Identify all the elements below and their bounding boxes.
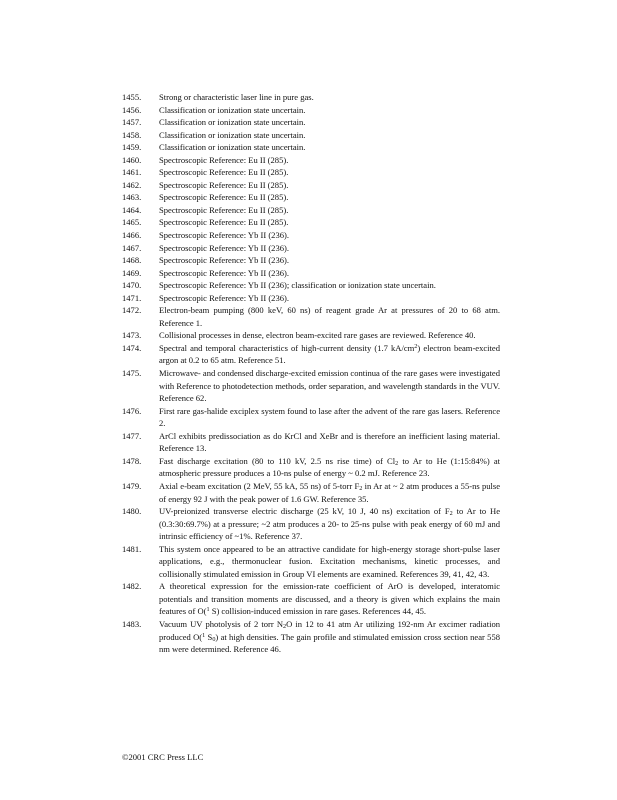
note-number: 1475.: [122, 368, 142, 379]
note-item: [122, 455, 500, 480]
note-text: Strong or characteristic laser line in pure gas.: [159, 92, 314, 102]
note-number: 1461.: [122, 167, 142, 178]
note-text: This system once appeared to be an attractive candidate for high-energy storage short-pulse laser applications, e.g., thermonuclear fusion. Excitation mechanisms, kinetic processes, and collisionally stimulated emission in Group VI elements are examined. References 39, 41, 42, 43.: [159, 543, 500, 579]
note-number: 1466.: [122, 230, 142, 241]
note-text: Axial e-beam excitation (2 MeV, 55 kA, 55 ns) of 5-torr $F_2$ in Ar at ~ 2 atm produces a 55-ns pulse of energy 92 J with the peak power of 1.6 GW. Reference 35.: [159, 480, 501, 504]
note-text: Classification or ionization state uncertain.: [159, 117, 306, 128]
copyright-footer: ©2001 CRC Press LLC: [122, 752, 204, 762]
note-item: [122, 154, 500, 167]
note-item: [122, 242, 500, 255]
note-number: 1479.: [122, 480, 142, 491]
note-item: [122, 292, 500, 305]
note-number: 1462.: [122, 179, 142, 190]
note-number: 1459.: [122, 142, 142, 153]
note-number: 1456.: [122, 104, 142, 115]
note-text: Classification or ionization state uncertain.: [159, 142, 306, 153]
notes-list: [122, 91, 500, 656]
note-text: Electron-beam pumping (800 keV, 60 ns) of reagent grade Ar at pressures of 20 to 68 atm. Reference 1.: [159, 305, 500, 328]
note-item: [122, 166, 500, 179]
note-text: Spectroscopic Reference: Eu II (285).: [159, 217, 289, 228]
note-text: Spectroscopic Reference: Yb II (236).: [159, 292, 289, 303]
note-item: [122, 405, 500, 430]
note-text: Spectral and temporal characteristics of high-current density (1.7 $kA/cm^2$) electron beam-excited argon at 0.2 to 65 atm. Reference 51.: [159, 342, 500, 366]
note-text: Collisional processes in dense, electron beam-excited rare gases are reviewed. Reference 40.: [159, 330, 476, 341]
note-item: [122, 267, 500, 280]
note-item: [122, 129, 500, 142]
note-number: 1483.: [122, 618, 142, 629]
note-number: 1464.: [122, 204, 142, 215]
note-number: 1478.: [122, 455, 142, 466]
note-item: [122, 254, 500, 267]
note-text: Spectroscopic Reference: Eu II (285).: [159, 179, 289, 190]
note-item: [122, 216, 500, 229]
note-item: [122, 367, 500, 405]
note-number: 1481.: [122, 543, 142, 554]
note-item: [122, 204, 500, 217]
note-item: [122, 104, 500, 117]
note-item: [122, 116, 500, 129]
note-number: 1470.: [122, 280, 142, 291]
note-number: 1465.: [122, 217, 142, 228]
note-item: [122, 580, 500, 618]
note-number: 1469.: [122, 267, 142, 278]
note-item: [122, 342, 500, 367]
note-number: 1468.: [122, 255, 142, 266]
note-item: [122, 618, 500, 656]
note-text: First rare gas-halide exciplex system found to lase after the advent of the rare gas lasers. Reference 2.: [159, 405, 500, 429]
note-item: [122, 329, 500, 342]
note-text: Spectroscopic Reference: Yb II (236).: [159, 230, 289, 241]
note-item: [122, 191, 500, 204]
note-item: [122, 279, 500, 292]
note-text: Spectroscopic Reference: Yb II (236).: [159, 255, 289, 266]
note-item: [122, 543, 500, 581]
note-text: Spectroscopic Reference: Yb II (236); classification or ionization state uncertain.: [159, 280, 436, 291]
note-item: [122, 480, 500, 505]
note-number: 1472.: [122, 305, 142, 316]
note-text: Spectroscopic Reference: Eu II (285).: [159, 167, 289, 178]
note-number: 1477.: [122, 430, 142, 441]
note-number: 1480.: [122, 506, 142, 517]
note-text: Spectroscopic Reference: Eu II (285).: [159, 204, 289, 215]
note-number: 1471.: [122, 292, 142, 303]
note-number: 1474.: [122, 342, 142, 353]
note-item: [122, 141, 500, 154]
note-text: Classification or ionization state uncertain.: [159, 129, 306, 140]
note-text: A theoretical expression for the emission-rate coefficient of ArO is developed, interatomic potentials and transition moments are discussed, and a theory is given which explains the main features of O($^1$ S) collision-induced emission in rare gases. References 44, 45.: [159, 581, 500, 617]
note-text: Spectroscopic Reference: Yb II (236).: [159, 267, 289, 278]
note-text: Vacuum UV photolysis of 2 torr $N_2O$ in 12 to 41 atm Ar utilizing 192-nm Ar excimer radiation produced O($^1$ $S_0$) at high densities. The gain profile and stimulated emission cross section near 558 nm were determined. Reference 46.: [159, 618, 500, 655]
note-item: [122, 179, 500, 192]
note-number: 1455.: [122, 92, 142, 102]
note-item: [122, 91, 500, 104]
note-text: Fast discharge excitation (80 to 110 kV, 2.5 ns rise time) of $Cl_2$ to Ar to He (1:15:84%) at atmospheric pressure produces a 10-ns pulse of energy ~ 0.2 mJ. Reference 23.: [159, 455, 500, 479]
note-number: 1458.: [122, 129, 142, 140]
note-item: [122, 430, 500, 455]
note-number: 1463.: [122, 192, 142, 203]
note-text: Classification or ionization state uncertain.: [159, 104, 306, 115]
note-number: 1473.: [122, 330, 142, 341]
note-text: Spectroscopic Reference: Eu II (285).: [159, 154, 289, 165]
note-text: Spectroscopic Reference: Eu II (285).: [159, 192, 289, 203]
note-item: [122, 229, 500, 242]
note-number: 1457.: [122, 117, 142, 128]
note-item: [122, 304, 500, 329]
note-text: Microwave- and condensed discharge-excited emission continua of the rare gases were investigated with Reference to photodetection methods, order separation, and wavelength standards in the VUV. Reference 62.: [159, 368, 500, 404]
note-number: 1460.: [122, 154, 142, 165]
note-number: 1476.: [122, 405, 142, 416]
note-number: 1482.: [122, 581, 142, 592]
note-item: [122, 505, 500, 543]
note-text: UV-preionized transverse electric discharge (25 kV, 10 J, 40 ns) excitation of $F_2$ to Ar to He (0.3:30:69.7%) at a pressure; ~2 atm produces a 20- to 25-ns pulse with peak energy of 60 mJ and intrinsic efficiency of ~1%. Reference 37.: [159, 506, 501, 542]
note-number: 1467.: [122, 242, 142, 253]
note-text: ArCl exhibits predissociation as do KrCl and XeBr and is therefore an inefficient lasing material. Reference 13.: [159, 430, 500, 454]
note-text: Spectroscopic Reference: Yb II (236).: [159, 242, 289, 253]
